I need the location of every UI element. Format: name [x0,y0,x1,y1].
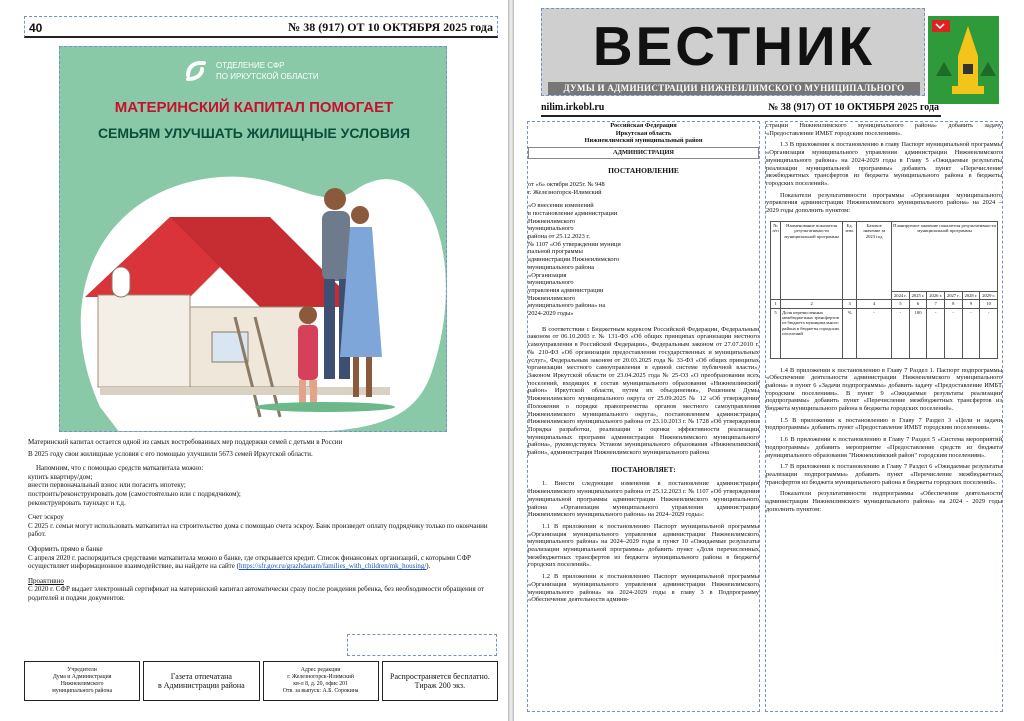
left-header [24,16,498,38]
bank-paragraph: С апреля 2020 г. распорядиться средствами маткапитала можно в банке, где открывается кредит. Список финансовых организаций, с которыми СФР осуществляет информационное взаимодействие, вы найдете на сайте (https://sfr.gov.ru/grazhdanam/families_with_children/mk_housing/). [28,553,471,571]
table-header: № п/п [771,221,781,299]
left-article-text [28,438,498,606]
decree-item-1-4: 1.4 В приложении к постановлению в Главу 7 Раздел 1. Паспорт подпрограммы «Обеспечение деятельности администрации Нижнеилимского муниципального района» в пункт 6 «Задачи подпрограммы» добавить задачу «Предоставление ИМБТ городским поселениям». В пункт 9 «Ожидаемые результаты реализации подпрограммы» добавить пункт «Перечисление межбюджетных трансфертов из бюджета муниципального района в бюджеты городских поселений». [766,366,1002,413]
sfr-housing-link[interactable]: https://sfr.gov.ru/grazhdanam/families_with_children/mk_housing/ [238,562,427,571]
decree-item-1-2: 1.2 В приложении к постановлению Паспорт муниципальной программы «Организация муниципального управления администрации Нижнеилимского муниципального района» на 2024-2029 годы в главу 3 в Подпрограмму «Обеспечение деятельности админи- [528,573,759,604]
table-col-number: 3 [843,300,857,308]
maternity-capital-poster [59,46,447,432]
sfr-logo [182,57,332,91]
footer-printed: Газета отпечатана в Администрации района [143,661,259,701]
decree-item-1-6: 1.6 В приложении к постановлению в Главу 7 Раздел 5 «Система мероприятий подпрограммы» добавить мероприятие «Предоставление средств из бюджета муниципального образования "Нижнеилимский район" городским поселениям». [766,436,1002,459]
bank-heading: Оформить прямо в банке [28,544,103,553]
table-col-number: 2 [781,300,843,308]
continuation-paragraph: страции Нижнеилимского муниципального района» добавить задачу «Предоставление ИМБТ городским поселениям». [766,122,1002,137]
table-cell: - [892,308,910,358]
table-cell: % [843,308,857,358]
table-year: 2025 г. [909,291,927,299]
table-col-number: 8 [945,300,963,308]
decree-item-1-5: 1.5 В приложении к постановлению в Главу 7 Раздел 3 «Цели и задачи подпрограммы» добавить пункт «Предоставление ИМБТ городским поселениям». [766,416,1002,432]
table-year: 2026 г. [927,291,945,299]
masthead [541,8,925,106]
page-number: 40 [29,21,43,35]
decree-item-1-3: 1.3 В приложении к постановлению в главу Паспорт муниципальной программы «Организация муниципального управления администрации Нижнеилимского муниципального района» на 2024-2029 годы в Главу 5 «Ожидаемые результаты реализации муниципальной программы» добавить пункт «Перечисление межбюджетных трансфертов из бюджета муниципального района в бюджеты городских поселений». [766,141,1002,187]
doc-header-district: Нижнеилимский муниципальный район [584,137,703,145]
table-year: 2029 г. [980,291,998,299]
empty-frame [347,634,497,656]
decree-title: ПОСТАНОВЛЕНИЕ [608,166,679,176]
poster-headline-1: МАТЕРИНСКИЙ КАПИТАЛ ПОМОГАЕТ [114,99,394,116]
footer-founders: Учредители Дума и Администрация Нижнеилимского муниципального района [24,661,140,701]
right-issue-label: № 38 (917) ОТ 10 ОКТЯБРЯ 2025 года [768,102,939,113]
list-item: реконструировать таунхаус и т.д. [28,498,126,507]
table-col-number: 7 [927,300,945,308]
site-url[interactable]: nilim.irkobl.ru [541,102,605,113]
decree-date: от «6» октября 2025г. № 948 [528,180,605,188]
table-col-number: 10 [980,300,998,308]
right-column-1 [527,121,760,712]
table-col-number: 4 [857,300,892,308]
decree-subject: «О внесении изменений в постановление администрации Нижнеилимского муниципального района от 25.12.2023 г. № 1107 «Об утверждении муници пальной программы администрации Нижнеилимского муниципального района «Организация муниципального управления администрации Нижнеилимского муниципального района» на 2024-2029 годы» [528,202,621,318]
table-header: Базовое значение за 2023 год [857,221,892,299]
left-page [0,0,510,721]
poster-headline-2: СЕМЬЯМ УЛУЧШАТЬ ЖИЛИЩНЫЕ УСЛОВИЯ [97,125,411,141]
decree-item-1-7: 1.7 В приложении к постановлению в Главу 7 Раздел 6 «Ожидаемые результаты реализации подпрограммы» добавить пункт «Перечисление межбюджетных трансфертов из бюджета муниципального района в бюджеты городских поселений». [766,463,1002,486]
decree-item-1-1: 1.1 В приложении к постановлению Паспорт муниципальной программы «Организация муниципального управления администрации Нижнеилимского муниципального района» на 2024–2029 годы в пункт 10 «Ожидаемые результаты реализации муниципальной программы» добавить пункт «Доля перечисленных межбюджетных трансфертов из бюджета муниципального района в бюджеты городских поселений». [528,522,759,569]
subprogram-indicators-intro: Показатели результативности подпрограммы «Обеспечение деятельности администрации Нижнеилимского муниципального района» на 2024 - 2029 годы дополнить пунктом: [766,490,1002,513]
escrow-heading: Счет эскроу [28,513,64,522]
table-cell: - [927,308,945,358]
indicators-table [770,221,998,359]
decree-city: г. Железногорск-Илимский [528,188,602,196]
table-year: 2028 г. [962,291,980,299]
list-item: внести первоначальный взнос или погасить ипотеку; [28,481,186,490]
footer-circulation: Распространяется бесплатно. Тираж 200 экз. [382,661,498,701]
table-cell: 5 [771,308,781,358]
table-col-number: 5 [892,300,910,308]
resolves-heading: ПОСТАНОВЛЯЕТ: [611,465,676,474]
table-cell: - [945,308,963,358]
doc-header-federation: Российская Федерация [610,122,677,129]
remind-line: Напомним, что с помощью средств маткапитала можно: [36,464,204,473]
table-col-number: 1 [771,300,781,308]
table-header: Ед. изм. [843,221,857,299]
right-column-2 [765,121,1003,712]
list-item: купить квартиру/дом; [28,472,93,481]
table-header: Наименование показателя результативности муниципальной программы [781,221,843,299]
table-cell: - [857,308,892,358]
proactive-heading: Проактивно [28,576,64,585]
left-issue-label: № 38 (917) ОТ 10 ОКТЯБРЯ 2025 года [288,20,493,34]
table-col-number: 6 [909,300,927,308]
masthead-title: ВЕСТНИК [592,15,876,77]
table-year: 2024 г. [892,291,910,299]
table-col-number: 9 [962,300,980,308]
footer-address: Адрес редакции г. Железногорск-Илимский кв-л 8, д. 20, офис 201 Отв. за выпуск: А.Б. Сорокина [263,661,379,701]
table-cell: Доля перечисленных межбюджетных трансфертов из бюджета муниципального района в бюджеты городских поселений [781,308,843,358]
site-bar [541,101,941,117]
intro-2: В 2025 году свои жилищные условия с его помощью улучшили 5673 семей Иркутской области. [28,449,313,458]
decree-body: В соответствии с Бюджетным кодексом Российской Федерации, Федеральным законом от 06.10.2003 г. № 131-ФЗ «Об общих принципах организации местного самоуправления в Российской Федерации», Федеральным законом от 27.07.2010 г. № 210-ФЗ «Об организации предоставления государственных и муниципальных услуг», Федеральным законом от 20.03.2025 года № 33-ФЗ «Об общих принципах организации местного самоуправления в единой системе публичной власти», Законом Иркутской области от 23.04.2025 года № 25-ОЗ «О преобразовании всех поселений, входящих в состав муниципального образования «Нижнеилимский район» Иркутской области, путем их объединения», Решением Думы Нижнеилимского муниципального округа от 25.09.2025 № 12 «Об утверждении Положения о порядке правопреемства органов местного самоуправления Нижнеилимского муниципального округа», постановлением администрации Нижнеилимского муниципального района от 23.10.2013 г. № 1728 «Об утверждении Порядка разработки, реализации и оценки эффективности реализации муниципальных программ администрации Нижнеилимского муниципального района», руководствуясь Уставом муниципального образования «Нижнеилимский район», администрация Нижнеилимского муниципального района [528,325,759,457]
table-cell: - [980,308,998,358]
list-item: построить/реконструировать дом (самостоятельно или с подрядчиком); [28,489,241,498]
escrow-paragraph: С 2025 г. семьи могут использовать маткапитал на строительство дома с помощью счета эскроу. Банк произведет оплату подрядчику только по окончании работ. [28,521,488,539]
sfr-logo-icon [182,57,210,85]
table-year: 2027 г. [945,291,963,299]
table-cell: 100 [909,308,927,358]
doc-header-region: Иркутская область [615,129,672,137]
imprint-footer [24,661,498,701]
decree-item-1: 1. Внести следующие изменения в постановление администрации Нижнеилимского муниципального района от 25.12.2023 г. № 1107 «Об утверждении муниципальной программы администрации Нижнеилимского муниципального района «Организация муниципального управления администрации Нижнеилимского муниципального района» на 2024–2029 годы»: [528,480,759,519]
masthead-subtitle: ДУМЫ И АДМИНИСТРАЦИИ НИЖНЕИЛИМСКОГО МУНИЦИПАЛЬНОГО РАЙОНА [548,82,920,95]
sfr-logo-text: ОТДЕЛЕНИЕ СФР ПО ИРКУТСКОЙ ОБЛАСТИ [216,61,319,81]
spread-gutter [508,0,514,721]
doc-header-administration: АДМИНИСТРАЦИЯ [528,147,759,159]
family-house-illustration [60,147,447,432]
intro-1: Материнский капитал остается одной из самых востребованных мер поддержки семей с детьми в России [28,438,343,446]
district-coat-of-arms [928,16,999,104]
table-cell: - [962,308,980,358]
table-header: Планируемое значение показателя результативности муниципальной программы [892,221,998,291]
indicators-intro: Показатели результативности программы «Организация муниципального управления администрации Нижнеилимского муниципального района» на 2024 – 2029 годы дополнить пунктом: [766,191,1002,215]
proactive-paragraph: С 2020 г. СФР выдает электронный сертификат на материнский капитал автоматически сразу после рождения ребенка, без необходимости обращения от родителей и подачи документов. [28,585,484,602]
